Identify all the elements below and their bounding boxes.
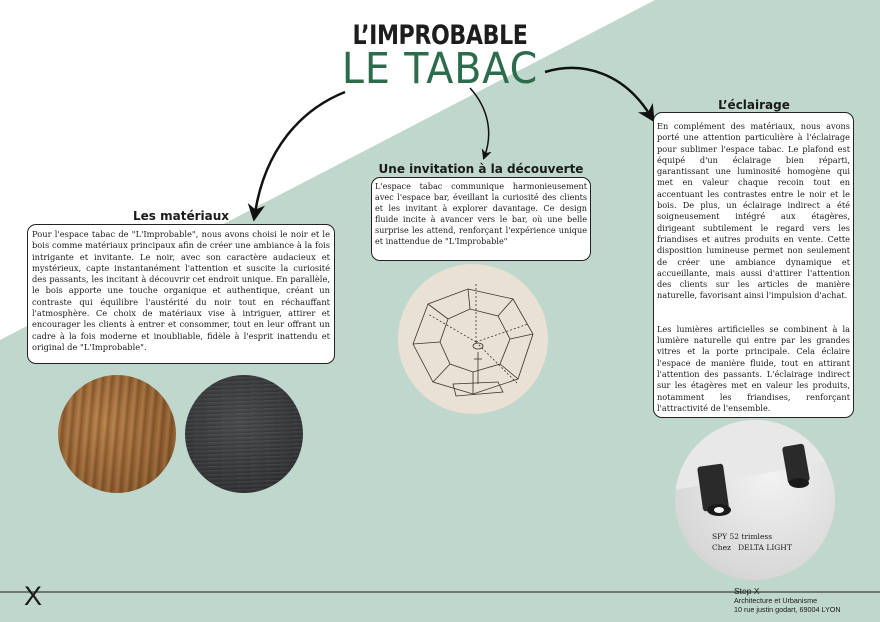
sketch-drawing [398, 264, 548, 414]
footer-address-line-2: 10 rue justin godart, 69004 LYON [734, 605, 841, 614]
footer-mark: X [24, 581, 43, 611]
space-sketch-image [398, 264, 548, 414]
brand-name: L’IMPROBABLE [352, 20, 528, 51]
spotlight-drawing [675, 420, 835, 580]
eclairage-textbox [653, 112, 854, 418]
eclairage-text-1: En complément des matériaux, nous avons porté une attention particulière à l'éclairage pour sublimer l'espace tabac. Le plafond est équipé d'un éclairage bien réparti, garantissant une luminosité homogène qui met en valeur chaque recoin tout en accentuant les contrastes entre le noir et le bois. De plus, un éclairage indirect a été soigneusement intégré aux étagères, dirigeant subtilement le regard vers les friandises et autres produits en vente. Cette disposition lumineuse permet non seulement de créer une ambiance dynamique et accueillante, mais aussi d'attirer l'attention des clients sur les articles de manière naturelle, favorisant ainsi l'impulsion d'achat. [657, 121, 850, 301]
product-vendor: Chez DELTA LIGHT [712, 543, 792, 552]
arrow-to-materiaux [255, 92, 345, 213]
black-material-sample-image [185, 375, 303, 493]
product-name: SPY 52 trimless [712, 532, 773, 541]
invitation-text: L'espace tabac communique harmonieusement avec l'espace bar, éveillant la curiosité des clients et les invitant à explorer davantage. Ce design fluide incite à avancer vers le bar, où une belle surprise les attend, renforçant l'expérience unique et inattendue de "L'Improbable" [375, 181, 587, 246]
spotlight-product-image [675, 420, 835, 580]
materiaux-heading: Les matériaux [133, 209, 229, 223]
page-title: LE TABAC [341, 44, 539, 94]
footer-company: Step X [734, 586, 760, 596]
wood-sample-image [58, 375, 176, 493]
invitation-heading: Une invitation à la découverte [378, 162, 584, 176]
invitation-textbox [371, 177, 591, 261]
materiaux-text: Pour l'espace tabac de "L'Improbable", nous avons choisi le noir et le bois comme matériaux principaux afin de créer une ambiance à la fois intrigante et invitante. Le noir, avec son caractère audacieux et mystérieux, capte instantanément l'attention et suscite la curiosité des passants, les incitant à découvrir cet endroit unique. En parallèle, le bois apporte une touche organique et authentique, créant un contraste qui équilibre l'austérité du noir tout en réchauffant l'atmosphère. Ce choix de matériaux vise à intriguer, attirer et encourager les clients à entrer et consommer, tout en leur offrant un cadre à la fois moderne et inoubliable, fidèle à l'esprit inattendu et original de "L'Improbable". [32, 229, 330, 352]
materiaux-textbox [27, 224, 335, 364]
arrow-to-invitation [470, 88, 489, 155]
eclairage-text-2: Les lumières artificielles se combinent à la lumière naturelle qui entre par les grandes vitres et la porte principale. Cela éclaire l'espace de manière fluide, tout en attirant l'attention des passants. L'éclairage indirect sur les étagères met en valeur les produits, notamment les friandises, renforçant l'attractivité de l'ensemble. [657, 323, 850, 413]
footer-address-line-1: Architecture et Urbanisme [734, 596, 818, 605]
eclairage-heading: L’éclairage [718, 98, 790, 112]
arrow-to-eclairage [545, 68, 650, 115]
